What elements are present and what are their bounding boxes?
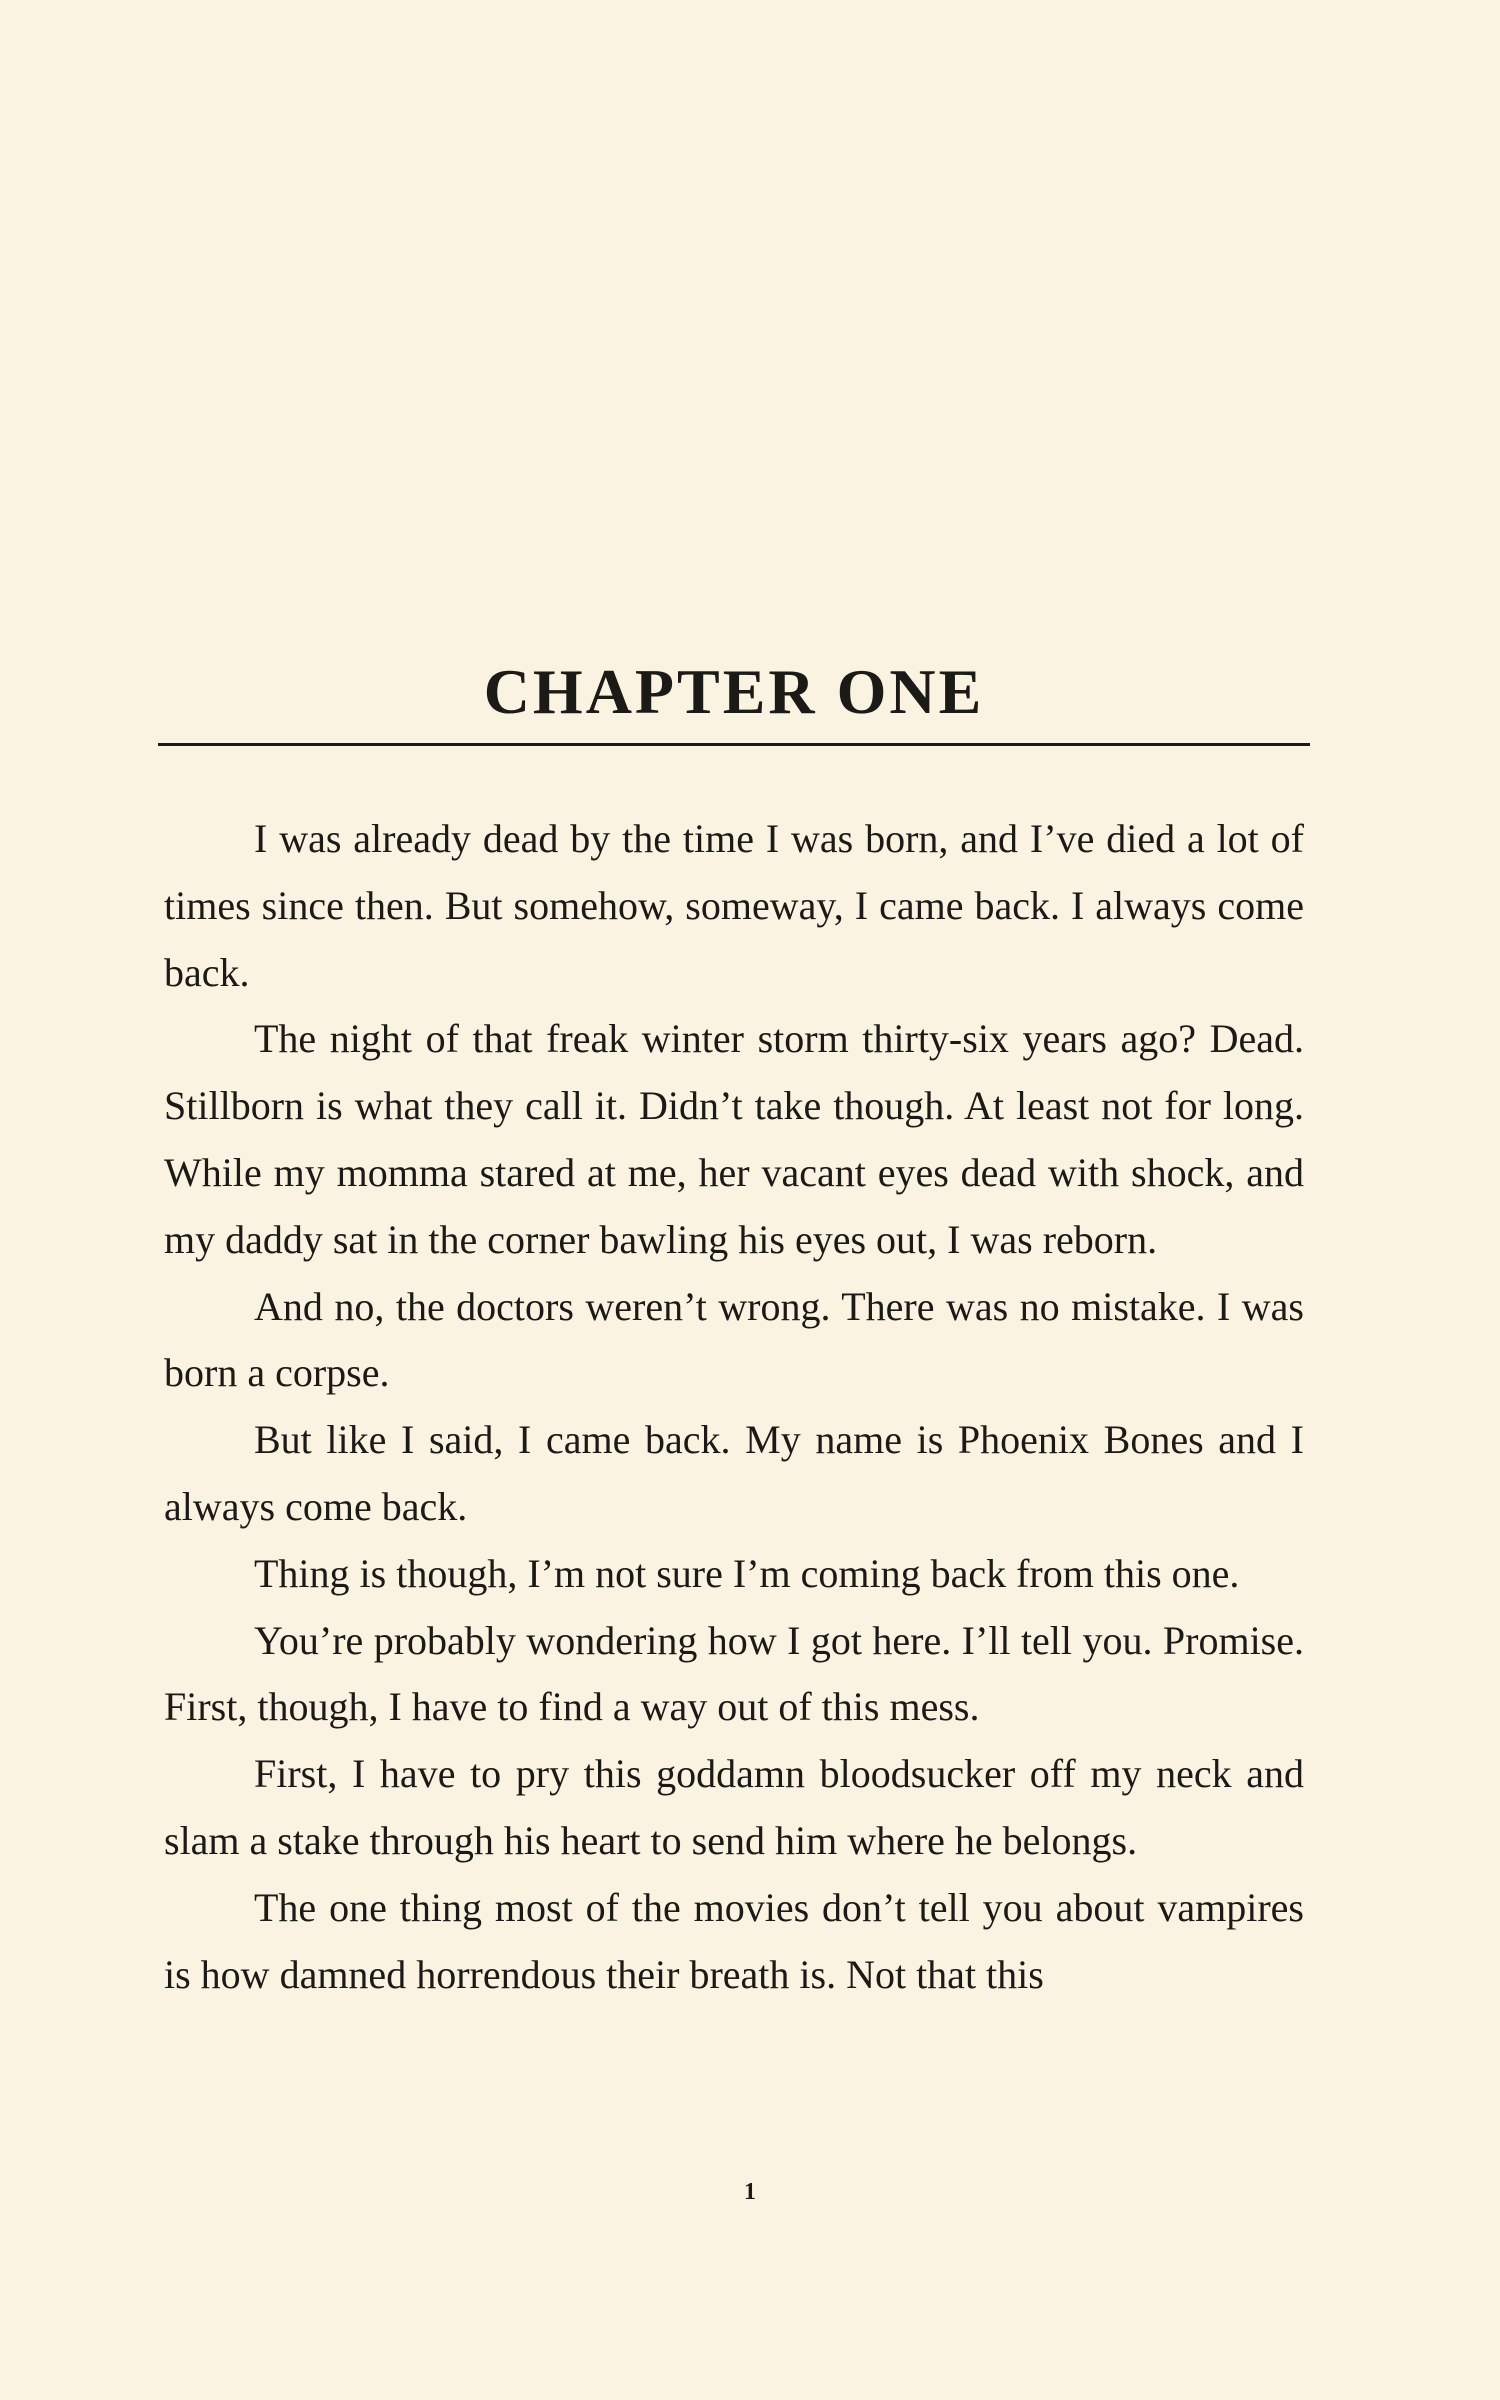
page-number: 1 [744, 2179, 756, 2205]
paragraph-3: And no, the doctors weren’t wrong. There was no mistake. I was born a corpse. [164, 1283, 1304, 1396]
paragraph-4: But like I said, I came back. My name is Phoenix Bones and I always come back. [164, 1417, 1304, 1529]
chapter-title: CHAPTER ONE [483, 656, 985, 727]
chapter-title-rule [158, 743, 1310, 746]
paragraph-1: I was already dead by the time I was born, and I’ve died a lot of times since then. But somehow, someway, I came back. I always come back. [164, 816, 1304, 995]
paragraph-6: You’re probably wondering how I got here. I’ll tell you. Promise. First, though, I have to find a way out of this mess. [164, 1617, 1304, 1730]
chapter-body [164, 806, 1304, 2008]
paragraph-8: The one thing most of the movies don’t tell you about vampires is how damned horrendous their breath is. Not that this [164, 1884, 1304, 1997]
paragraph-5: Thing is though, I’m not sure I’m coming back from this one. [254, 1550, 1240, 1596]
paragraph-2: The night of that freak winter storm thirty-six years ago? Dead. Stillborn is what they call it. Didn’t take though. At least not for long. While my momma stared at me, her vacant eyes dead with shock, and my daddy sat in the corner bawling his eyes out, I was reborn. [164, 1016, 1304, 1262]
paragraph-7: First, I have to pry this goddamn bloodsucker off my neck and slam a stake through his heart to send him where he belongs. [164, 1751, 1304, 1863]
